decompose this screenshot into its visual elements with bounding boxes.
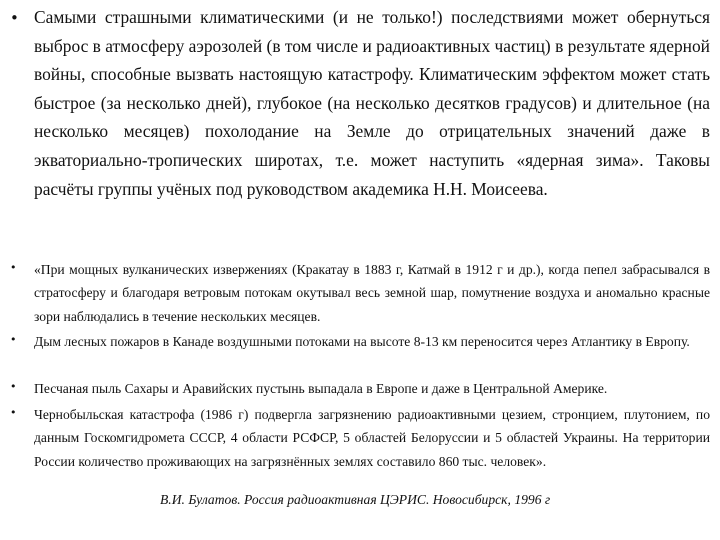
quote-forest-fires: Дым лесных пожаров в Канаде воздушными потоками на высоте 8-13 км переносится через Атлантику в Европу.	[34, 334, 690, 349]
quote-volcanoes: «При мощных вулканических извержениях (Кракатау в 1883 г, Катмай в 1912 г и др.), когда пепел забрасывался в стратосферу и благодаря ветровым потокам окутывал весь земной шар, помутнение воздуха и аномально красные зори наблюдались в течение нескольких месяцев.	[34, 262, 710, 324]
citation: В.И. Булатов. Россия радиоактивная ЦЭРИС. Новосибирск, 1996 г	[160, 492, 551, 507]
bullet-icon: •	[10, 9, 19, 27]
main-paragraph: Самыми страшными климатическими (и не только!) последствиями может обернуться выброс в атмосферу аэрозолей (в том числе и радиоактивных частиц) в результате ядерной войны, способные вызвать настоящую катастрофу. Климатическим эффектом может стать быстрое (за несколько дней), глубокое (на несколько десятков градусов) и длительное (на несколько месяцев) похолодание на Земле до отрицательных значений даже в экваториально-тропических широтах, т.е. может наступить «ядерная зима». Таковы расчёты группы учёных под руководством академика Н.Н. Моисеева.	[34, 7, 710, 199]
bullet-icon: •	[10, 261, 17, 274]
bullet-icon: •	[10, 406, 17, 419]
bullet-icon: •	[10, 380, 17, 393]
bullet-icon: •	[10, 333, 17, 346]
quote-sahara-dust: Песчаная пыль Сахары и Аравийских пустынь выпадала в Европе и даже в Центральной Америке.	[34, 381, 608, 396]
quote-chernobyl: Чернобыльская катастрофа (1986 г) подвергла загрязнению радиоактивными цезием, стронцием, плутонием, по данным Госкомгидромета СССР, 4 области РСФСР, 5 областей Белоруссии и 5 областей Украины. На территории России количество проживающих на загрязнённых землях составило 860 тыс. человек».	[34, 407, 710, 469]
